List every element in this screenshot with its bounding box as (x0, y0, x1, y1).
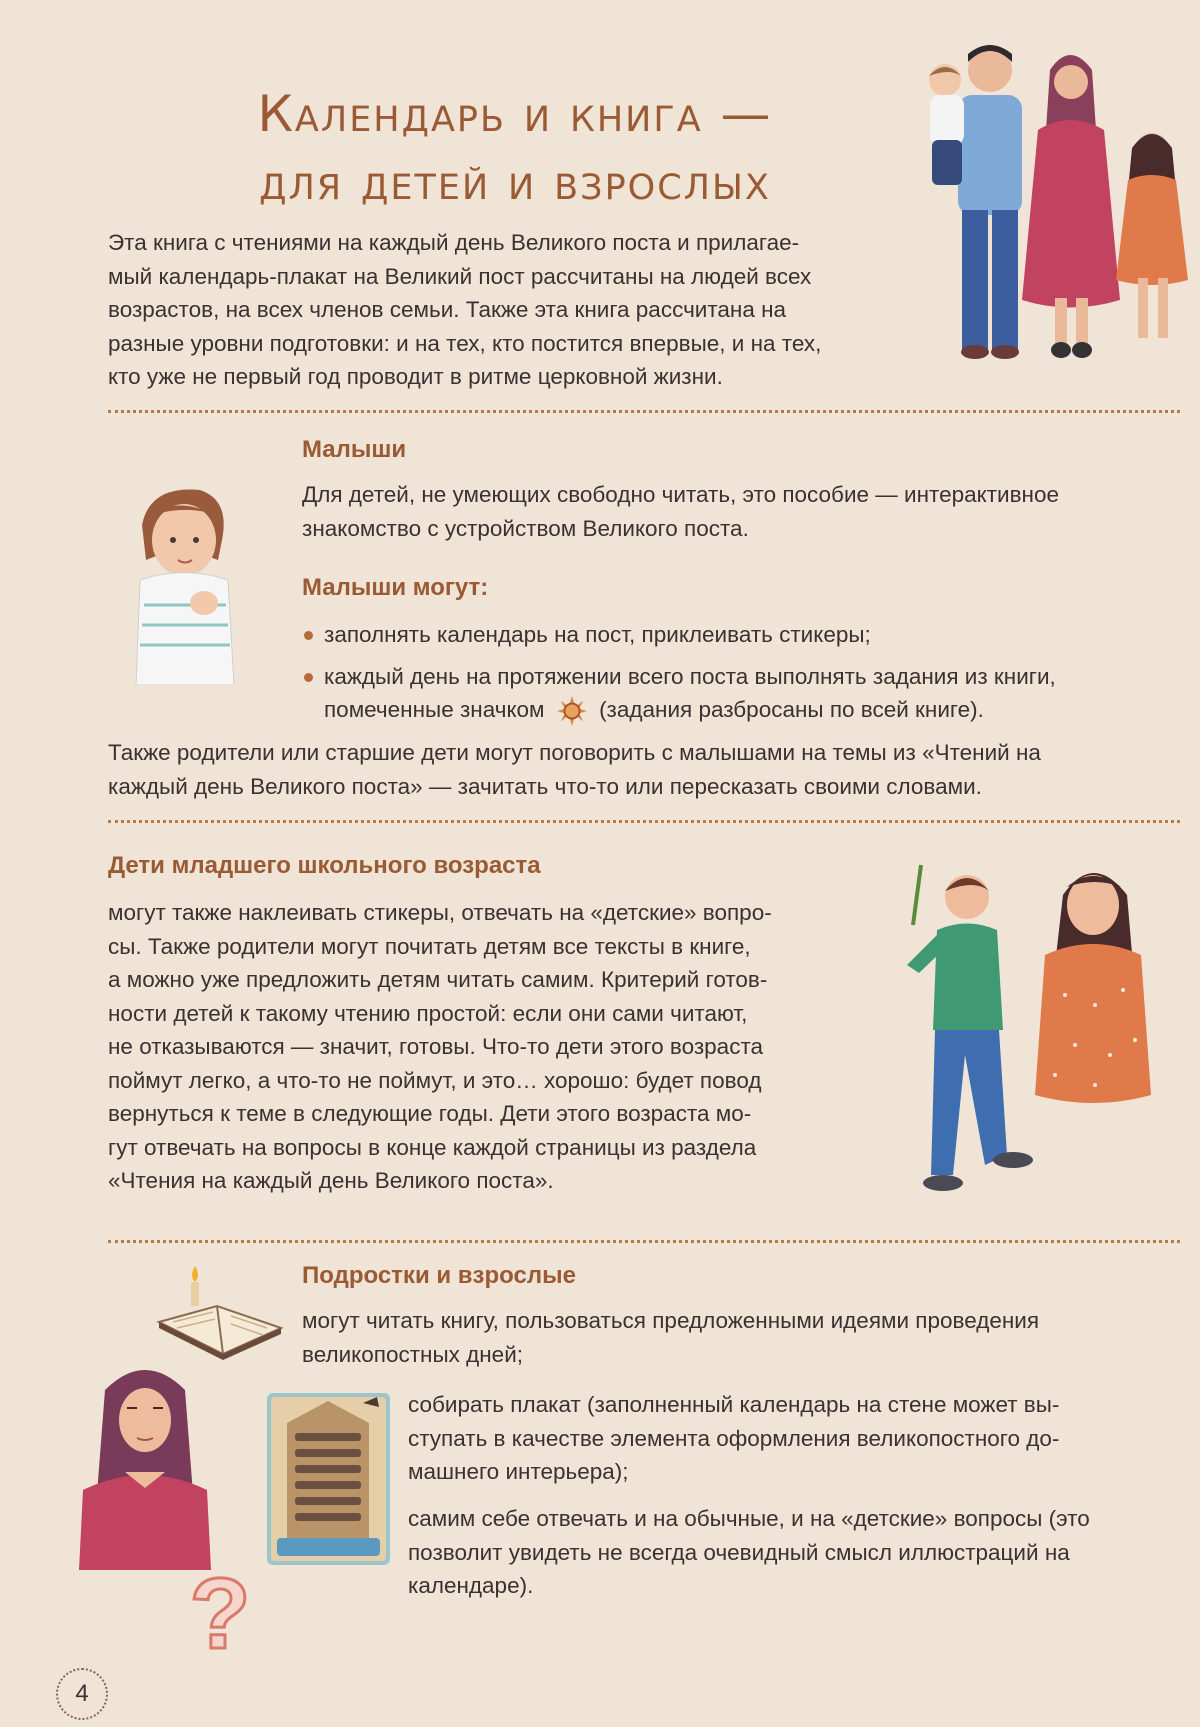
intro-line: Эта книга с чтениями на каждый день Великого поста и прилагае- (108, 230, 800, 255)
list-item-text: заполнять календарь на пост, приклеивать стикеры; (324, 622, 871, 647)
toddler-illustration (130, 485, 250, 685)
adults-text (302, 1304, 1192, 1371)
page-title (140, 80, 890, 216)
question-mark-text: ? (189, 1560, 251, 1660)
adults-line: великопостных дней; (302, 1341, 524, 1367)
school-line: могут также наклеивать стикеры, отвечать на «детские» вопро- (108, 900, 772, 925)
school-line: вернуться к теме в следующие годы. Дети этого возраста мо- (108, 1101, 752, 1126)
questions-line: календаре). (408, 1573, 534, 1598)
intro-line: разные уровни подготовки: и на тех, кто постится впервые, и на тех, (108, 330, 822, 356)
question-mark-icon (185, 1560, 255, 1660)
school-heading: Дети младшего школьного возраста (108, 852, 541, 879)
intro-line: кто уже не первый год проводит в ритме церковной жизни. (108, 364, 723, 389)
questions-line: позволит увидеть не всегда очевидный смысл иллюстраций на (408, 1539, 1070, 1565)
school-line: гут отвечать на вопросы в конце каждой страницы из раздела (108, 1134, 757, 1160)
toddlers-line: Для детей, не умеющих свободно читать, это пособие — интерактивное (302, 482, 1059, 507)
woman-headscarf-illustration (75, 1360, 215, 1570)
school-line: ности детей к такому чтению простой: если они сами читают, (108, 1000, 748, 1026)
title-line-1: Календарь и книга — (257, 85, 773, 143)
intro-line: мый календарь-плакат на Великий пост рассчитаны на людей всех (108, 263, 812, 289)
parents-paragraph (108, 736, 1193, 803)
poster-line: собирать плакат (заполненный календарь на стене может вы- (408, 1392, 1060, 1417)
toddlers-text (302, 478, 1192, 545)
sun-icon (553, 696, 591, 726)
poster-text (408, 1388, 1193, 1489)
adults-heading: Подростки и взрослые (302, 1262, 576, 1289)
list-item-text: помеченные значком (324, 697, 545, 722)
divider (108, 1240, 1180, 1243)
school-text (108, 896, 888, 1198)
divider (108, 820, 1180, 823)
list-item (302, 660, 1192, 727)
school-line: а можно уже предложить детям читать самим. Критерий готов- (108, 967, 768, 992)
divider (108, 410, 1180, 413)
title-line-2: для детей и взрослых (259, 153, 771, 211)
parents-line: каждый день Великого поста» — зачитать что-то или пересказать своими словами. (108, 773, 982, 799)
adults-line: могут читать книгу, пользоваться предложенными идеями проведения (302, 1308, 1040, 1333)
school-line: не отказываются — значит, готовы. Что-то дети этого возраста (108, 1034, 764, 1059)
toddlers-list (302, 618, 1192, 735)
questions-text (408, 1502, 1193, 1603)
list-item-text: каждый день на протяжении всего поста выполнять задания из книги, (324, 663, 1056, 689)
list-item (302, 618, 1192, 652)
school-line: «Чтения на каждый день Великого поста». (108, 1168, 554, 1193)
page-number: 4 (56, 1668, 108, 1720)
school-line: поймут легко, а что-то не поймут, и это… хорошо: будет повод (108, 1067, 762, 1093)
parents-line: Также родители или старшие дети могут поговорить с малышами на темы из «Чтений на (108, 740, 1041, 765)
intro-paragraph (108, 226, 938, 394)
calendar-poster-thumbnail (267, 1393, 390, 1565)
open-book-candle-icon (155, 1262, 285, 1362)
toddlers-heading: Малыши (302, 436, 407, 463)
poster-line: машнего интерьера); (408, 1459, 629, 1484)
toddlers-can-heading: Малыши могут: (302, 574, 489, 601)
intro-line: возрастов, на всех членов семьи. Также эта книга рассчитана на (108, 297, 787, 322)
school-line: сы. Также родители могут почитать детям все тексты в книге, (108, 933, 751, 959)
poster-line: ступать в качестве элемента оформления великопостного до- (408, 1425, 1060, 1451)
list-item-text: (задания разбросаны по всей книге). (599, 697, 984, 722)
toddlers-line: знакомство с устройством Великого поста. (302, 515, 749, 541)
school-children-illustration (895, 855, 1185, 1215)
questions-line: самим себе отвечать и на обычные, и на «детские» вопросы (это (408, 1506, 1090, 1531)
family-illustration (920, 40, 1190, 380)
